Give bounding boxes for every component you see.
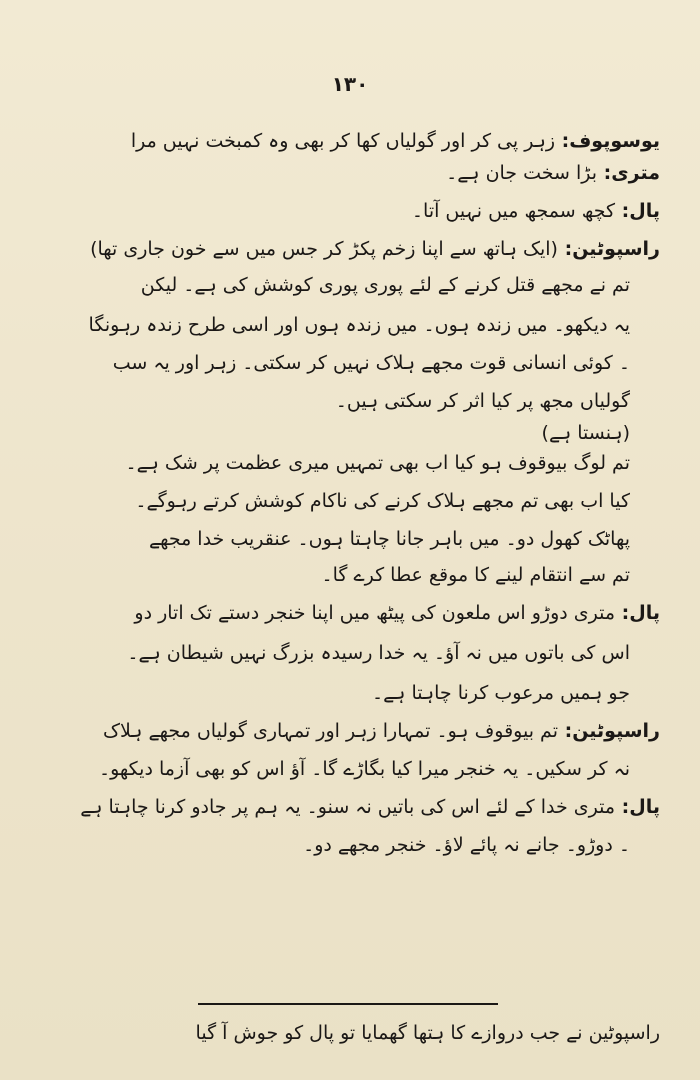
script-line <box>30 420 630 446</box>
line-text: جو ہمیں مرعوب کرنا چاہتا ہے۔ <box>372 682 630 704</box>
line-text: یہ دیکھو۔ میں زندہ ہوں۔ میں زندہ ہوں اور اسی طرح زندہ رہونگا <box>88 314 630 336</box>
line-text: (ہنستا ہے) <box>541 422 630 444</box>
line-text: (ایک ہاتھ سے اپنا زخم پکڑ کر جس میں سے خون جاری تھا) <box>90 238 558 260</box>
line-text: ۔ دوڑو۔ جانے نہ پائے لاؤ۔ خنجر مجھے دو۔ <box>303 834 630 856</box>
line-text: تم لوگ بیوقوف ہو کیا اب بھی تمہیں میری عظمت پر شک ہے۔ <box>125 452 630 474</box>
speaker-name: راسپوٹین: <box>557 238 660 260</box>
page-number: ۱۳۰ <box>331 72 369 96</box>
script-line <box>30 450 630 476</box>
script-line <box>30 832 630 858</box>
script-line <box>30 718 660 744</box>
script-line <box>30 312 630 338</box>
speaker-name: متری: <box>597 162 660 184</box>
line-text: تم نے مجھے قتل کرنے کے لئے پوری پوری کوشش کی ہے۔ لیکن <box>140 274 630 296</box>
script-line <box>30 526 630 552</box>
footnote-divider <box>198 1003 498 1005</box>
script-line <box>30 198 660 224</box>
line-text: نہ کر سکیں۔ یہ خنجر میرا کیا بگاڑے گا۔ آؤ اس کو بھی آزما دیکھو۔ <box>98 758 630 780</box>
line-text: ۔ کوئی انسانی قوت مجھے ہلاک نہیں کر سکتی۔ زہر اور یہ سب <box>112 352 630 374</box>
script-line <box>30 272 630 298</box>
speaker-name: راسپوٹین: <box>557 720 660 742</box>
line-text: تم سے انتقام لینے کا موقع عطا کرے گا۔ <box>321 564 630 586</box>
script-line <box>30 160 660 186</box>
line-text: پھاٹک کھول دو۔ میں باہر جانا چاہتا ہوں۔ عنقریب خدا مجھے <box>148 528 630 550</box>
script-line <box>30 600 660 626</box>
line-text: متری خدا کے لئے اس کی باتیں نہ سنو۔ یہ ہم پر جادو کرنا چاہتا ہے <box>80 796 616 818</box>
line-text: کچھ سمجھ میں نہیں آتا۔ <box>411 200 616 222</box>
speaker-name: یوسوپوف: <box>555 130 660 152</box>
line-text: اس کی باتوں میں نہ آؤ۔ یہ خدا رسیدہ بزرگ نہیں شیطان ہے۔ <box>127 642 630 664</box>
line-text: گولیاں مجھ پر کیا اثر کر سکتی ہیں۔ <box>335 390 630 412</box>
script-line <box>30 756 630 782</box>
script-line <box>30 350 630 376</box>
script-line <box>30 562 630 588</box>
line-text: متری دوڑو اس ملعون کی پیٹھ میں اپنا خنجر دستے تک اتار دو <box>134 602 616 624</box>
script-line <box>30 794 660 820</box>
footnote: راسپوٹین نے جب دروازے کا ہتھا گھمایا تو پال کو جوش آ گیا <box>195 1022 660 1044</box>
speaker-name: پال: <box>615 200 660 222</box>
line-text: زہر پی کر اور گولیاں کھا کر بھی وہ کمبخت نہیں مرا <box>130 130 556 152</box>
script-line <box>30 236 660 262</box>
script-line <box>30 640 630 666</box>
line-text: کیا اب بھی تم مجھے ہلاک کرنے کی ناکام کوشش کرتے رہوگے۔ <box>135 490 630 512</box>
speaker-name: پال: <box>615 796 660 818</box>
line-text: تم بیوقوف ہو۔ تمہارا زہر اور تمہاری گولیاں مجھے ہلاک <box>102 720 558 742</box>
script-line <box>30 388 630 414</box>
script-line <box>30 680 630 706</box>
line-text: بڑا سخت جان ہے۔ <box>446 162 598 184</box>
script-line <box>30 128 660 154</box>
speaker-name: پال: <box>615 602 660 624</box>
script-line <box>30 488 630 514</box>
